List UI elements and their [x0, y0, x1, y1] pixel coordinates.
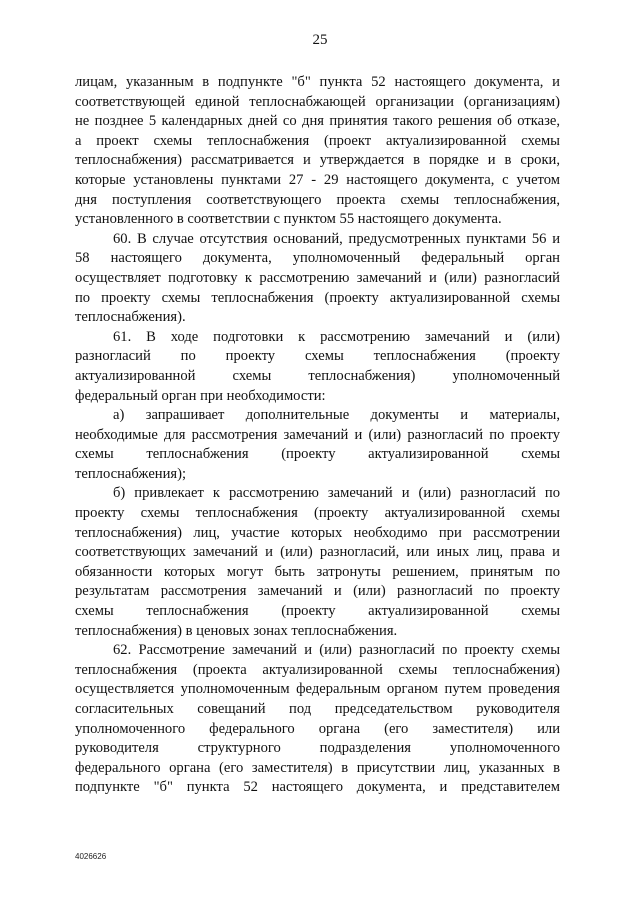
text-line: соответствующих замечаний и (или) разногласий, или иных лиц, права и [75, 544, 560, 561]
text-line: по проекту схемы теплоснабжения (проекту актуализированной схемы [75, 289, 560, 306]
text-line: а проект схемы теплоснабжения (проект актуализированной схемы [75, 132, 560, 149]
text-line: не позднее 5 календарных дней со дня принятия такого решения об отказе, [75, 113, 560, 130]
text-line: а) запрашивает дополнительные документы и материалы, [113, 407, 560, 424]
document-body [75, 73, 560, 798]
text-line: осуществляется уполномоченным федеральным органом путем проведения [75, 681, 560, 698]
text-line: теплоснабжения) рассматривается и утверждается в порядке и в сроки, [75, 152, 560, 169]
text-line: согласительных совещаний под председательством руководителя [75, 701, 560, 717]
paragraph-61 [75, 328, 560, 406]
paragraph-61-a [75, 406, 560, 484]
text-line: схемы теплоснабжения (проекту актуализированной схемы [75, 446, 560, 463]
page-number: 25 [312, 32, 328, 48]
document-code: 4026626 [75, 852, 107, 861]
text-line: федерального органа (его заместителя) в присутствии лиц, указанных в [75, 759, 560, 776]
text-line: теплоснабжения) в ценовых зонах теплоснабжения. [75, 622, 398, 639]
text-line: схемы теплоснабжения (проекту актуализированной схемы [75, 603, 560, 620]
text-line: теплоснабжения); [75, 465, 187, 482]
text-line: 60. В случае отсутствия оснований, предусмотренных пунктами 56 и [113, 230, 560, 247]
text-line: актуализированной схемы теплоснабжения) уполномоченный [75, 367, 560, 384]
text-line: 61. В ходе подготовки к рассмотрению замечаний и (или) [113, 328, 560, 345]
paragraph-continuation [75, 73, 560, 230]
text-line: которые установлены пунктами 27 - 29 настоящего документа, с учетом [75, 171, 560, 188]
text-line: федеральный орган при необходимости: [75, 387, 326, 404]
text-line: соответствующей единой теплоснабжающей организации (организациям) [75, 93, 560, 110]
text-line: установленного в соответствии с пунктом 55 настоящего документа. [75, 211, 502, 228]
text-line: 62. Рассмотрение замечаний и (или) разногласий по проекту схемы [113, 642, 560, 659]
text-line: теплоснабжения (проекта актуализированной схемы теплоснабжения) [75, 661, 560, 678]
text-line: б) привлекает к рассмотрению замечаний и (или) разногласий по [113, 485, 560, 502]
text-line: результатам рассмотрения замечаний и (или) разногласий по проекту [75, 583, 560, 600]
paragraph-60 [75, 230, 560, 328]
text-line: разногласий по проекту схемы теплоснабжения (проекту [75, 348, 560, 365]
text-line: подпункте "б" пункта 52 настоящего документа, и представителем [75, 779, 560, 796]
text-line: проекту схемы теплоснабжения (проекту актуализированной схемы [75, 505, 560, 522]
text-line: уполномоченного федерального органа (его заместителя) или [75, 720, 560, 737]
text-line: дня поступления соответствующего проекта схемы теплоснабжения, [75, 191, 560, 208]
text-line: теплоснабжения) лиц, участие которых необходимо при рассмотрении [75, 524, 560, 541]
text-line: необходимые для рассмотрения замечаний и (или) разногласий по проекту [75, 426, 560, 443]
text-line: осуществляет подготовку к рассмотрению замечаний и (или) разногласий [75, 269, 560, 286]
text-line: обязанности которых могут быть затронуты решением, принятым по [75, 563, 560, 580]
paragraph-62 [75, 641, 560, 798]
text-line: 58 настоящего документа, уполномоченный федеральный орган [75, 250, 560, 267]
text-line: руководителя структурного подразделения уполномоченного [75, 740, 560, 757]
paragraph-61-b [75, 484, 560, 641]
text-line: лицам, указанным в подпункте "б" пункта 52 настоящего документа, и [75, 74, 560, 90]
text-line: теплоснабжения). [75, 309, 186, 326]
